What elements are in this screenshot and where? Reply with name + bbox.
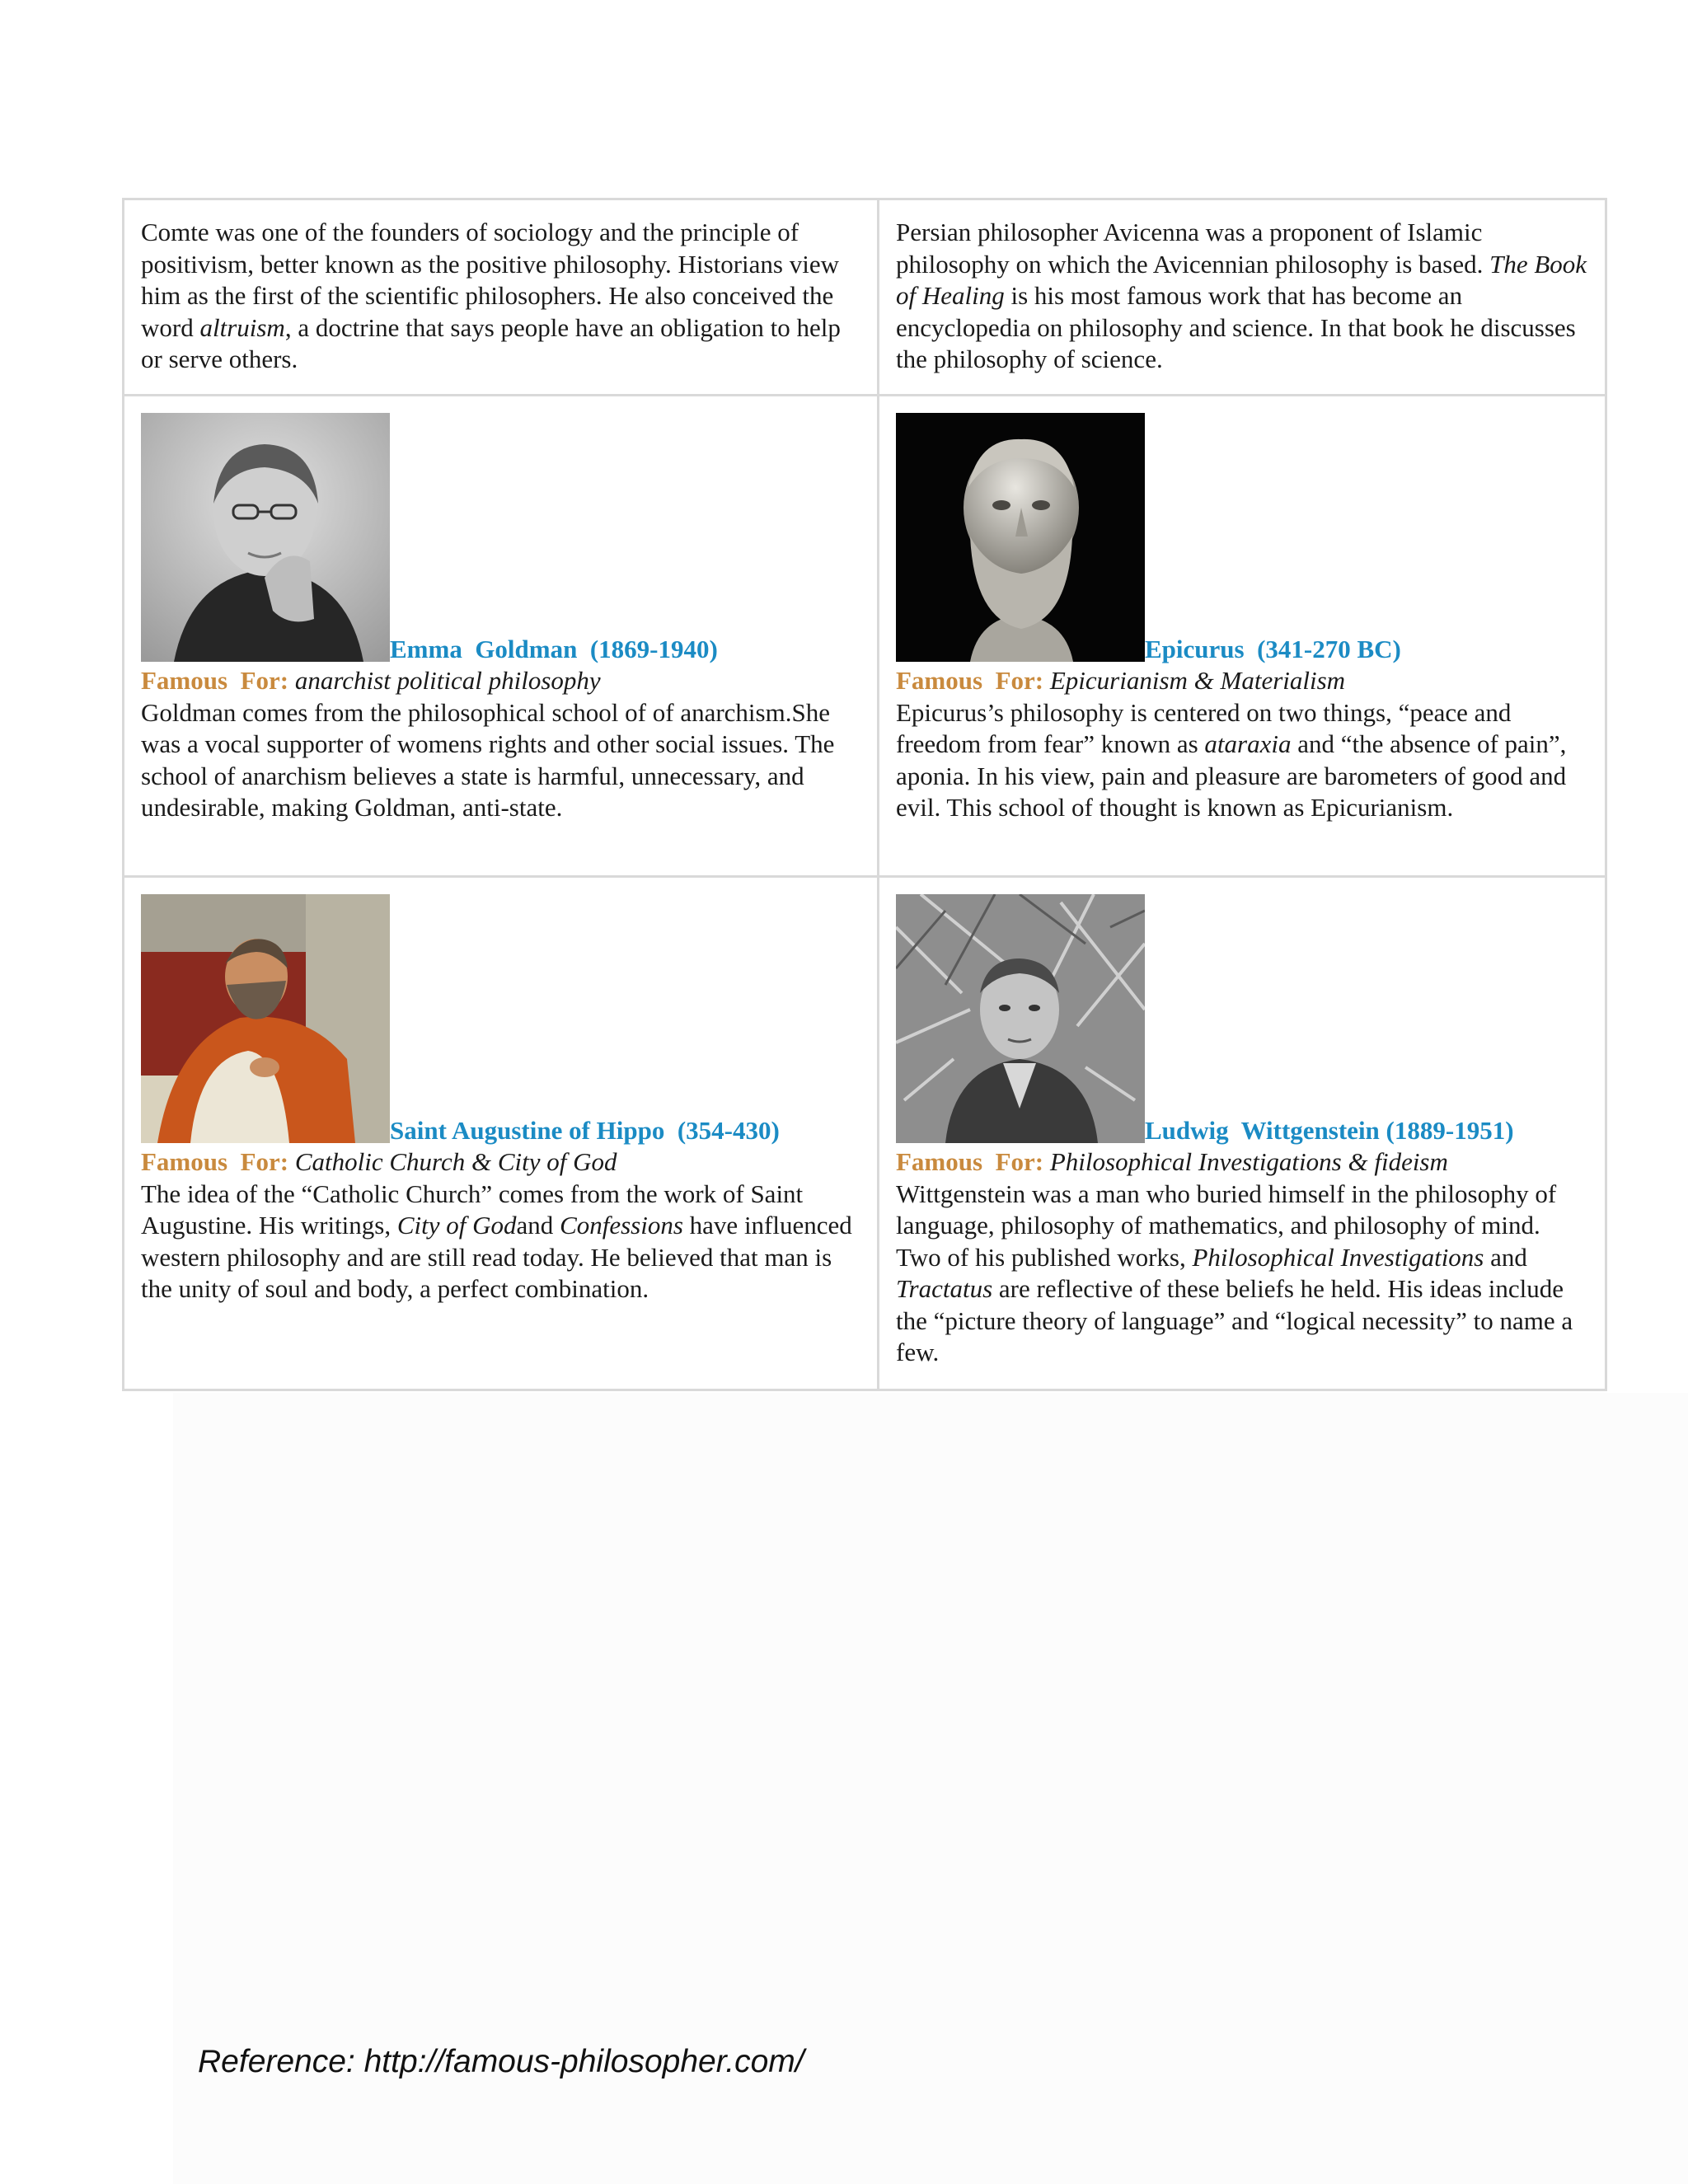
goldman-header: [141, 413, 860, 662]
augustine-painting-image: [141, 894, 390, 1143]
epicurus-bust-image: [896, 413, 1145, 662]
epicurus-name: Epicurus (341-270 BC): [1145, 635, 1401, 663]
wittgenstein-famous-for: Famous For: Philosophical Investigations & fideism: [896, 1147, 1448, 1176]
augustine-name: Saint Augustine of Hippo (354-430): [390, 1116, 780, 1145]
goldman-name: Emma Goldman (1869-1940): [390, 635, 718, 663]
epicurus-text: Epicurus’s philosophy is centered on two things, “peace and freedom from fear” known as ataraxia and “the absence of pain”, aponia. In his view, pain and pleasure are barometers of good and evil. This school of thought is known as Epicurianism.: [896, 697, 1567, 822]
comte-text: Comte was one of the founders of sociology and the principle of positivism, better known as the positive philosophy. Historians view him as the first of the scientific philosophers. He also conceived the word altruism, a doctrine that says people have an obligation to help or serve others.: [141, 218, 841, 373]
avicenna-text: Persian philosopher Avicenna was a proponent of Islamic philosophy on which the Avicennian philosophy is based. The Book of Healing is his most famous work that has become an encyclopedia on philosophy and science. In that book he discusses the philosophy of science.: [896, 218, 1587, 373]
cell-augustine: [124, 878, 879, 1389]
reference-link[interactable]: Reference: http://famous-philosopher.com/: [198, 2044, 804, 2079]
wittgenstein-header: [896, 894, 1588, 1143]
wittgenstein-text: Wittgenstein was a man who buried himself in the philosophy of language, philosophy of mathematics, and philosophy of mind. Two of his published works, Philosophical Investigations and Tractatus are reflective of these beliefs he held. His ideas include the “picture theory of language” and “logical necessity” to name a few.: [896, 1179, 1573, 1366]
augustine-header: [141, 894, 860, 1143]
cell-avicenna: [879, 200, 1605, 396]
augustine-famous-for: Famous For: Catholic Church & City of God: [141, 1147, 617, 1176]
philosopher-table: [122, 198, 1607, 1391]
cell-comte: [124, 200, 879, 396]
goldman-portrait-image: [141, 413, 390, 662]
cell-wittgenstein: [879, 878, 1605, 1389]
goldman-famous-for: Famous For: anarchist political philosophy: [141, 666, 601, 695]
goldman-text: Goldman comes from the philosophical school of of anarchism.She was a vocal supporter of womens rights and other social issues. The school of anarchism believes a state is harmful, unnecessary, and undesirable, making Goldman, anti-state.: [141, 697, 835, 822]
wittgenstein-name: Ludwig Wittgenstein (1889-1951): [1145, 1116, 1514, 1145]
cell-goldman: [124, 396, 879, 878]
cell-epicurus: [879, 396, 1605, 878]
wittgenstein-photo-image: [896, 894, 1145, 1143]
epicurus-famous-for: Famous For: Epicurianism & Materialism: [896, 666, 1346, 695]
epicurus-header: [896, 413, 1588, 662]
augustine-text: The idea of the “Catholic Church” comes from the work of Saint Augustine. His writings, City of Godand Confessions have influenced western philosophy and are still read today. He believed that man is the unity of soul and body, a perfect combination.: [141, 1179, 852, 1303]
